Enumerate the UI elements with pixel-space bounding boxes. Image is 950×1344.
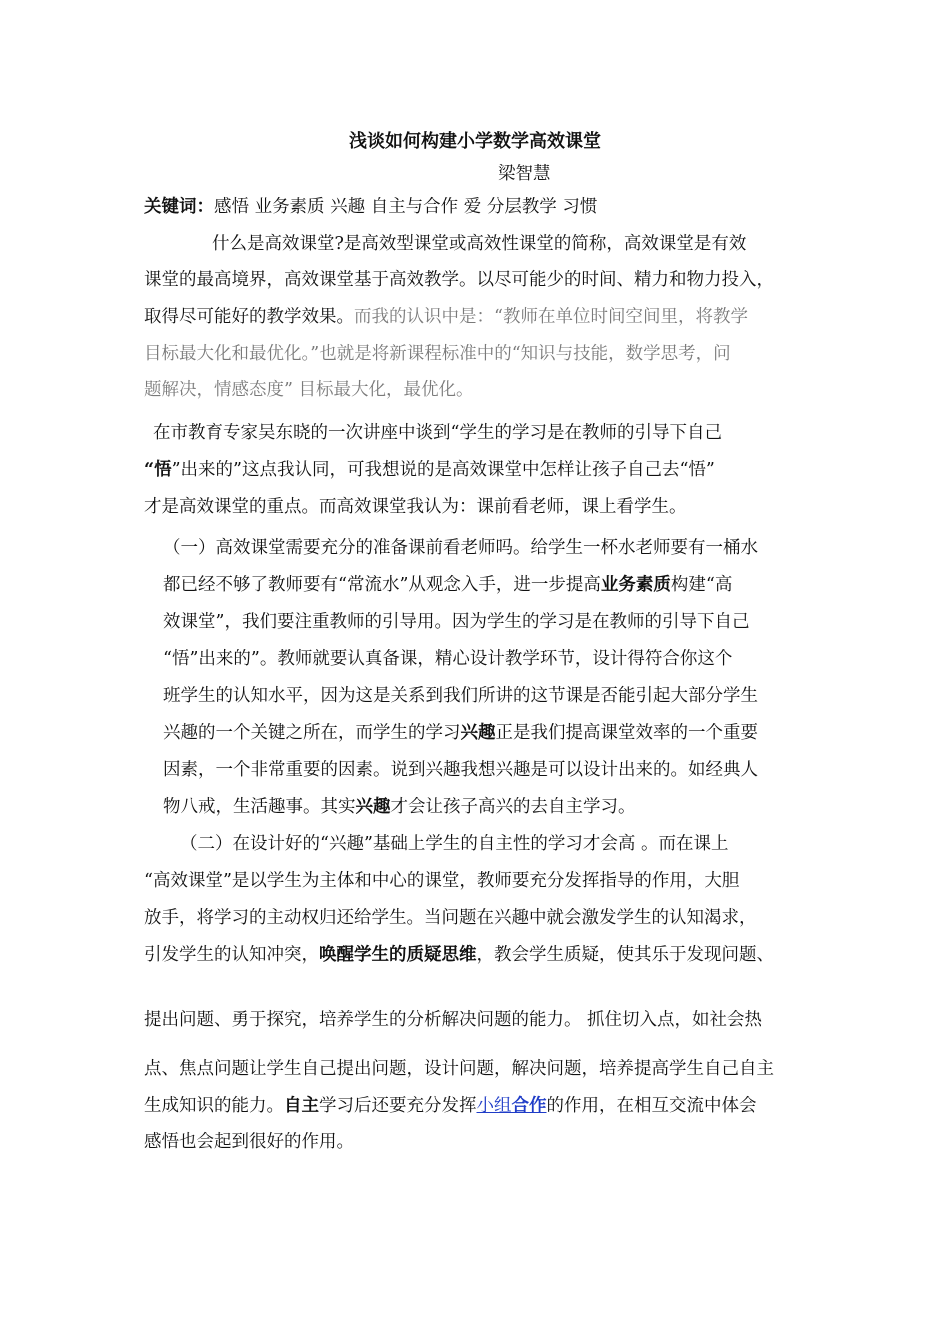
p3-line-1: （一）高效课堂需要充分的准备课前看老师吗。给学生一杯水老师要有一桶水 [163, 538, 758, 558]
p4-line-3: 放手，将学习的主动权归还给学生。当问题在兴趣中就会激发学生的认知渴求， [144, 908, 757, 928]
p3-l2a: 都已经不够了教师要有“常流水”从观念入手，进一步提高 [163, 575, 601, 595]
p3-line-5: 班学生的认知水平，因为这是关系到我们所讲的这节课是否能引起大部分学生 [163, 686, 758, 706]
p4-l7c: 学习后还要充分发挥 [319, 1096, 477, 1116]
p4-line-7 [144, 1095, 757, 1117]
p3-l2b: 业务素质 [600, 575, 671, 595]
p4-line-2: “高效课堂”是以学生为主体和中心的课堂，教师要充分发挥指导的作用，大胆 [144, 871, 740, 891]
p1-l1-text: 什么是高效课堂?是高效型课堂或高效性课堂的简称，高效课堂是有效 [212, 234, 747, 254]
p4-l4b: 唤醒学生的质疑思维 [319, 945, 477, 965]
p1-line-3 [144, 306, 748, 328]
p4-l7f: 的作用，在相互交流中体会 [546, 1096, 757, 1116]
p3-l6a: 兴趣的一个关键之所在，而学生的学习 [163, 723, 461, 743]
link-xiaozu[interactable]: 小组 [476, 1096, 512, 1116]
p1-line-1 [212, 233, 746, 255]
p4-l4c: ，教会学生质疑，使其乐于发现问题、 [476, 945, 774, 965]
p3-line-2 [163, 574, 732, 596]
p3-line-6 [163, 722, 758, 744]
p4-line-8: 感悟也会起到很好的作用。 [144, 1132, 354, 1152]
p2-l2b: 悟 [154, 460, 172, 480]
p4-l4a: 引发学生的认知冲突， [144, 945, 319, 965]
keywords-label: 关键词： [144, 197, 214, 217]
p4-l7b: 自主 [284, 1096, 319, 1116]
p3-l8c: 才会让孩子高兴的去自主学习。 [390, 797, 636, 817]
p4-line-1: （二）在设计好的“兴趣”基础上学生的自主性的学习才会高 。而在课上 [180, 834, 729, 854]
page-title: 浅谈如何构建小学数学高效课堂 [349, 131, 601, 152]
p2-line-3: 才是高效课堂的重点。而高效课堂我认为：课前看老师，课上看学生。 [144, 497, 687, 517]
p3-line-3: 效课堂”，我们要注重教师的引导用。因为学生的学习是在教师的引导下自己 [163, 612, 750, 632]
p1-l3b: 而我的认识中是：“教师在单位时间空间里，将教学 [354, 307, 748, 327]
p3-l6c: 正是我们提高课堂效率的一个重要 [495, 723, 758, 743]
link-hezuo[interactable]: 合作 [511, 1096, 547, 1116]
p2-line-2 [144, 459, 715, 481]
p2-l2a: “ [144, 460, 155, 480]
p1-line-2: 课堂的最高境界，高效课堂基于高效教学。以尽可能少的时间、精力和物力投入， [144, 270, 774, 290]
author-name: 梁智慧 [498, 164, 551, 184]
p3-l6b: 兴趣 [460, 723, 496, 743]
p3-l8a: 物八戒，生活趣事。其实 [163, 797, 356, 817]
p4-line-5: 提出问题、勇于探究，培养学生的分析解决问题的能力。 抓住切入点，如社会热 [144, 1010, 763, 1030]
p1-line-5: 题解决，情感态度” 目标最大化，最优化。 [144, 380, 474, 400]
p1-l3a: 取得尽可能好的教学效果。 [144, 307, 354, 327]
p4-line-6: 点、焦点问题让学生自己提出问题，设计问题，解决问题，培养提高学生自己自主 [144, 1059, 774, 1079]
keywords-line [144, 196, 597, 218]
keywords-text: 感悟 业务素质 兴趣 自主与合作 爱 分层教学 习惯 [214, 197, 598, 217]
p3-l2c: 构建“高 [670, 575, 733, 595]
p3-line-4: “悟”出来的”。教师就要认真备课，精心设计教学环节，设计得符合你这个 [163, 649, 733, 669]
p2-line-1: 在市教育专家吴东晓的一次讲座中谈到“学生的学习是在教师的引导下自己 [153, 423, 722, 443]
p3-line-8 [163, 796, 636, 818]
p4-l7a: 生成知识的能力。 [144, 1096, 284, 1116]
p4-line-4 [144, 944, 774, 966]
p2-l2c: ”出来的”这点我认同，可我想说的是高效课堂中怎样让孩子自己去“悟” [171, 460, 715, 480]
p3-line-7: 因素，一个非常重要的因素。说到兴趣我想兴趣是可以设计出来的。如经典人 [163, 760, 758, 780]
p1-line-4: 目标最大化和最优化。”也就是将新课程标准中的“知识与技能，数学思考，问 [144, 344, 731, 364]
p3-l8b: 兴趣 [355, 797, 391, 817]
